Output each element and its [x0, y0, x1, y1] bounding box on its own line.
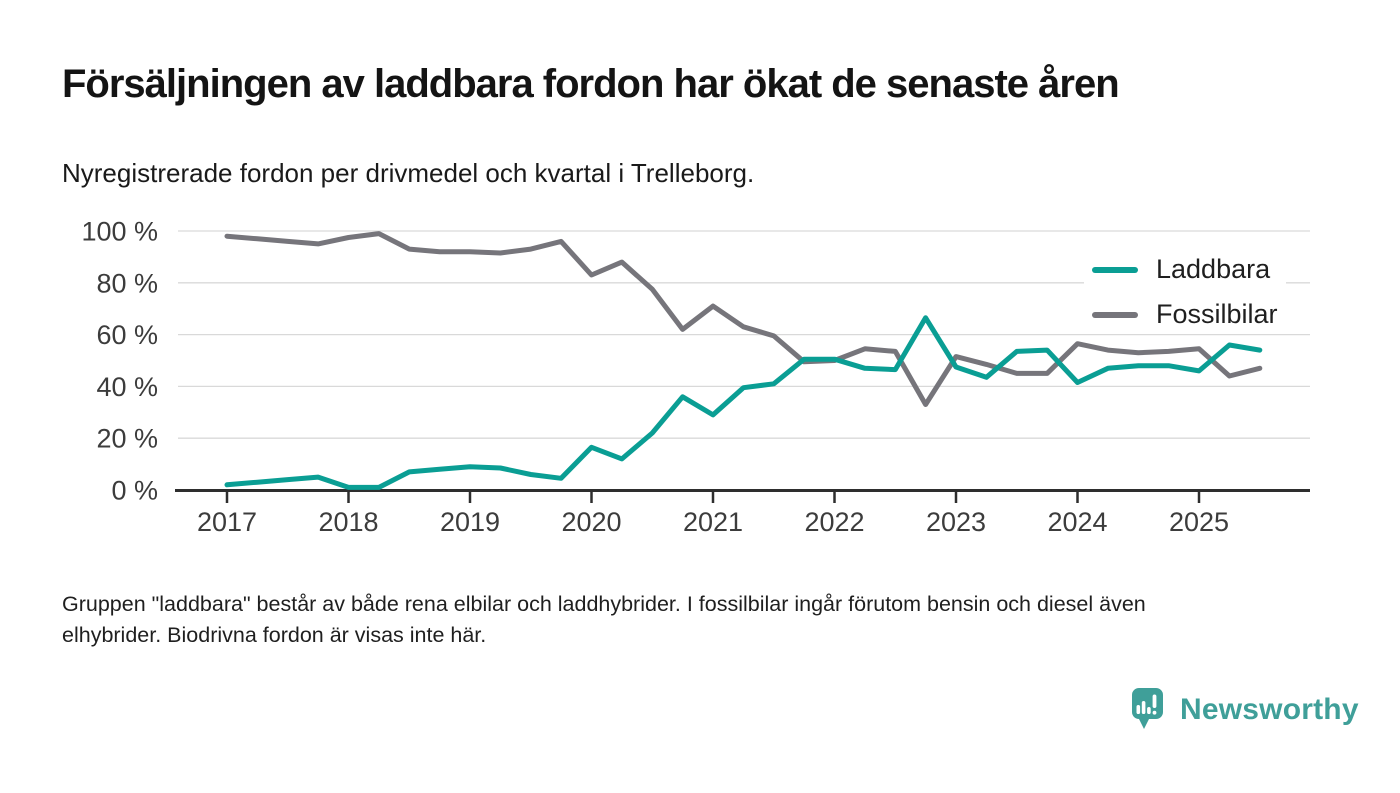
legend-item-fossilbilar — [1084, 295, 1286, 334]
x-axis-label: 2024 — [1047, 507, 1108, 537]
page-title: Försäljningen av laddbara fordon har ökat de senaste åren — [62, 62, 1119, 106]
x-axis-label: 2019 — [439, 507, 501, 537]
y-axis-label: 60 % — [96, 320, 158, 351]
y-axis-label: 40 % — [96, 371, 158, 402]
x-axis-label: 2022 — [804, 507, 865, 537]
footnote-line-1: Gruppen "laddbara" består av både rena elbilar och laddhybrider. I fossilbilar ingår förutom bensin och diesel även — [62, 592, 1146, 616]
newsworthy-logo-icon — [1131, 688, 1165, 732]
legend-item-laddbara — [1084, 250, 1286, 289]
legend-label-fossilbilar: Fossilbilar — [1156, 299, 1278, 329]
series-line-laddbara — [227, 318, 1260, 488]
y-axis-label: 100 % — [81, 216, 158, 247]
newsworthy-wordmark: Newsworthy — [1180, 693, 1359, 726]
legend-label-laddbara: Laddbara — [1156, 254, 1271, 284]
chart-legend — [1084, 250, 1286, 334]
y-axis-label: 20 % — [96, 423, 158, 454]
newsworthy-branding — [1131, 688, 1359, 732]
laddbara-line-swatch — [1092, 267, 1138, 273]
x-axis-label: 2017 — [196, 507, 258, 537]
chart-footnote — [62, 589, 1352, 651]
footnote-line-2: elhybrider. Biodrivna fordon är visas inte här. — [62, 623, 487, 647]
x-axis-label: 2021 — [682, 507, 744, 537]
y-axis-label: 0 % — [111, 475, 158, 506]
x-axis-label: 2023 — [925, 507, 987, 537]
y-axis-label: 80 % — [96, 268, 158, 299]
x-axis-label: 2020 — [561, 507, 622, 537]
fossilbilar-line-swatch — [1092, 312, 1138, 318]
x-axis-label: 2025 — [1168, 507, 1230, 537]
x-axis-label: 2018 — [318, 507, 379, 537]
chart-subtitle: Nyregistrerade fordon per drivmedel och kvartal i Trelleborg. — [62, 158, 755, 188]
